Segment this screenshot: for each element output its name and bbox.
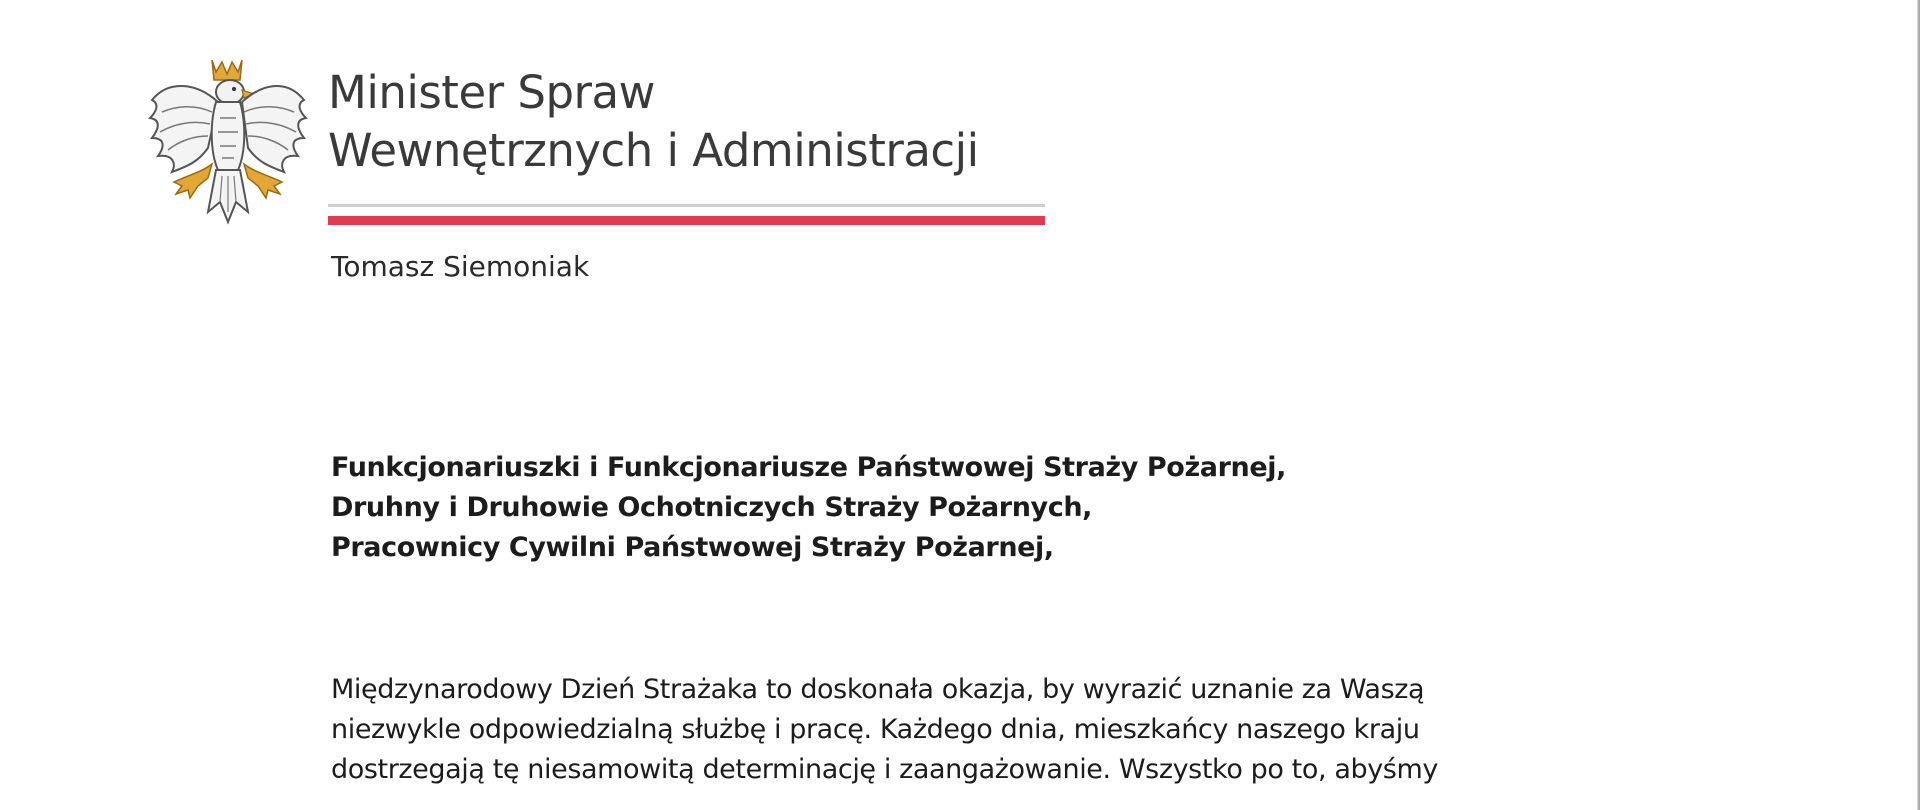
body-line: dostrzegają tę niesamowitą determinację i zaangażowanie. Wszystko po to, abyśmy — [331, 754, 1438, 785]
salutation — [331, 448, 1286, 568]
white-eagle-emblem-icon — [146, 52, 308, 228]
body-line: Międzynarodowy Dzień Strażaka to doskonała okazja, by wyrazić uznanie za Waszą — [331, 674, 1425, 705]
ministry-title-line-2: Wewnętrznych i Administracji — [328, 124, 979, 177]
letterhead — [140, 48, 1060, 238]
ministry-title-line-1: Minister Spraw — [328, 66, 655, 119]
flag-stripe-red — [328, 216, 1045, 225]
body-line: niezwykle odpowiedzialną służbę i pracę. Każdego dnia, mieszkańcy naszego kraju — [331, 714, 1420, 745]
salutation-line: Druhny i Druhowie Ochotniczych Straży Pożarnych, — [331, 492, 1093, 523]
ministry-title — [328, 64, 979, 180]
salutation-line: Pracownicy Cywilni Państwowej Straży Pożarnej, — [331, 532, 1054, 563]
flag-stripe — [328, 204, 1045, 225]
salutation-line: Funkcjonariuszki i Funkcjonariusze Państwowej Straży Pożarnej, — [331, 452, 1286, 483]
letter-body — [331, 670, 1438, 790]
minister-name: Tomasz Siemoniak — [331, 250, 590, 283]
